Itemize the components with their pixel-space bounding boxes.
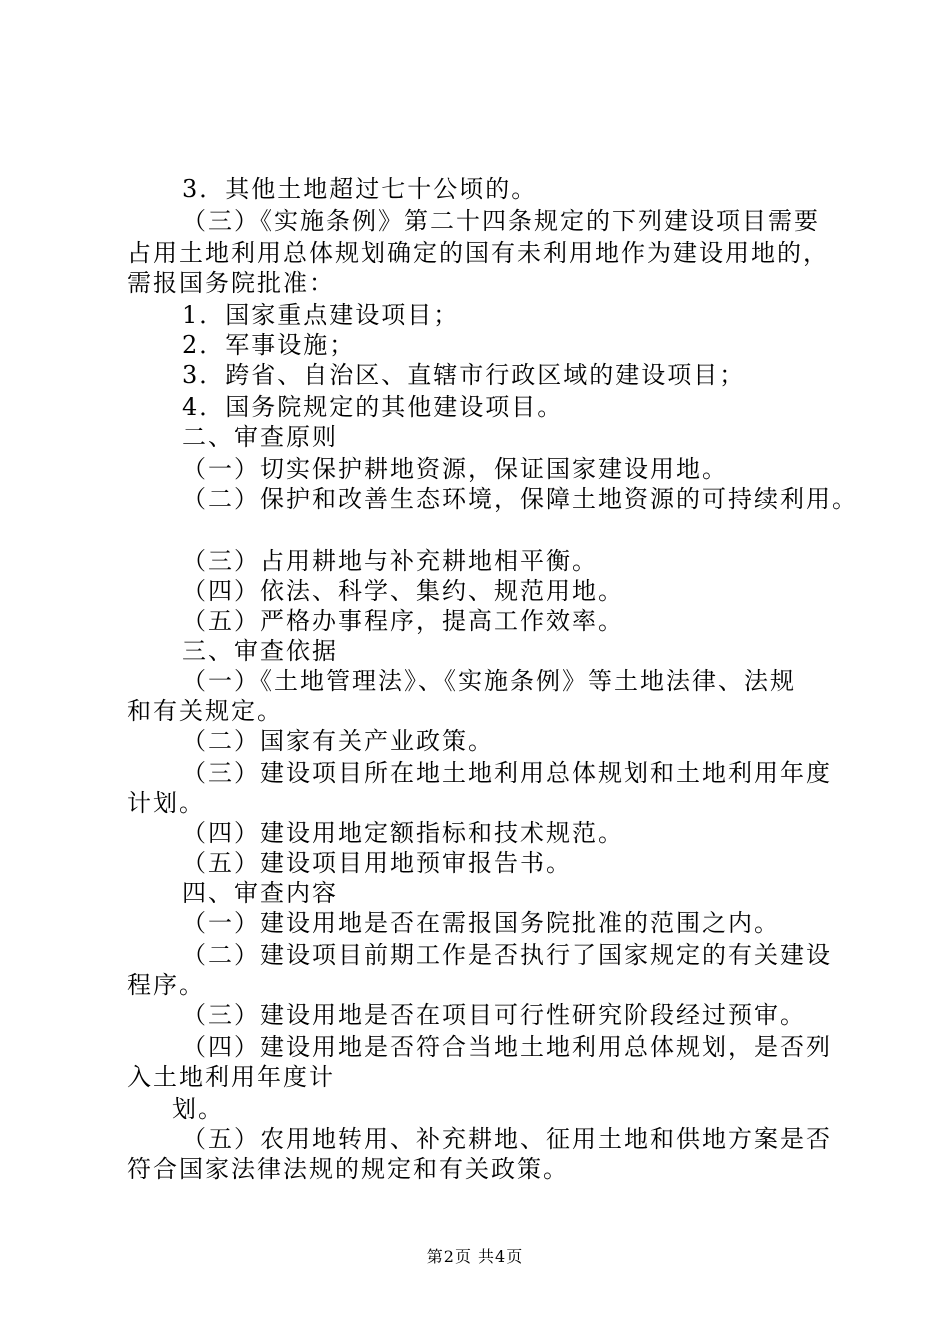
text-line: （三）《实施条例》第二十四条规定的下列建设项目需要 — [182, 207, 820, 235]
text-line: （五）建设项目用地预审报告书。 — [182, 849, 572, 877]
section-heading: 四、审查内容 — [182, 879, 338, 907]
text-line: （三）建设项目所在地土地利用总体规划和土地利用年度 — [182, 759, 832, 787]
text-line: 入土地利用年度计 — [127, 1063, 335, 1091]
text-line: （四）建设用地是否符合当地土地利用总体规划，是否列 — [182, 1033, 832, 1061]
text-line: （五）严格办事程序，提高工作效率。 — [182, 607, 624, 635]
text-line: （三）占用耕地与补充耕地相平衡。 — [182, 547, 598, 575]
text-line: 3．跨省、自治区、直辖市行政区域的建设项目； — [182, 361, 746, 389]
text-line: （二）国家有关产业政策。 — [182, 727, 494, 755]
text-line: 符合国家法律法规的规定和有关政策。 — [127, 1155, 569, 1183]
text-line: （二）建设项目前期工作是否执行了国家规定的有关建设 — [182, 941, 832, 969]
text-line: 划。 — [172, 1095, 224, 1123]
text-line: （四）依法、科学、集约、规范用地。 — [182, 577, 624, 605]
text-line: （二）保护和改善生态环境，保障土地资源的可持续利用。 — [182, 485, 858, 513]
text-line: 和有关规定。 — [127, 697, 283, 725]
text-line: （四）建设用地定额指标和技术规范。 — [182, 819, 624, 847]
text-line: （一）切实保护耕地资源，保证国家建设用地。 — [182, 455, 728, 483]
text-line: 2．军事设施； — [182, 331, 356, 359]
text-line: （一）建设用地是否在需报国务院批准的范围之内。 — [182, 909, 780, 937]
text-line: 需报国务院批准： — [127, 269, 335, 297]
section-heading: 二、审查原则 — [182, 423, 338, 451]
text-line: （三）建设用地是否在项目可行性研究阶段经过预审。 — [182, 1001, 806, 1029]
text-line: 4．国务院规定的其他建设项目。 — [182, 393, 564, 421]
text-line: （五）农用地转用、补充耕地、征用土地和供地方案是否 — [182, 1125, 832, 1153]
text-line: （一）《土地管理法》、《实施条例》等土地法律、法规 — [182, 667, 796, 695]
text-line: 计划。 — [127, 789, 205, 817]
page-footer: 第2页 共4页 — [426, 1247, 524, 1266]
text-line: 1．国家重点建设项目； — [182, 301, 460, 329]
text-line: 程序。 — [127, 971, 205, 999]
section-heading: 三、审查依据 — [182, 637, 338, 665]
text-line: 占用土地利用总体规划确定的国有未利用地作为建设用地的， — [127, 239, 829, 267]
text-line: 3．其他土地超过七十公顷的。 — [182, 175, 538, 203]
